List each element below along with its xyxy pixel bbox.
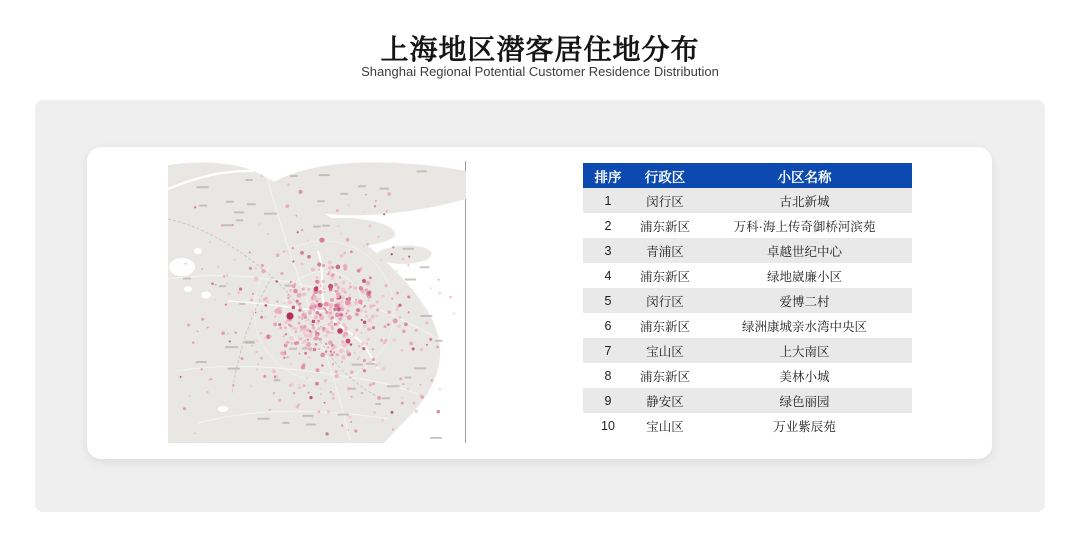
table-cell-rank: 10: [583, 413, 633, 438]
table-cell-district: 宝山区: [633, 338, 697, 363]
column-header: 行政区: [633, 163, 697, 188]
table-cell-rank: 2: [583, 213, 633, 238]
table-cell-name: 上大南区: [697, 338, 912, 363]
page-title: 上海地区潜客居住地分布: [380, 34, 700, 65]
map-container: [168, 161, 466, 443]
table-row: [583, 413, 912, 438]
table-cell-name: 古北新城: [697, 188, 912, 213]
column-header: 排序: [583, 163, 633, 188]
content-panel: [35, 100, 1045, 512]
table-cell-name: 万业紫辰苑: [697, 413, 912, 438]
table-cell-rank: 7: [583, 338, 633, 363]
content-card: [87, 147, 992, 459]
table-cell-district: 青浦区: [633, 238, 697, 263]
table-cell-district: 浦东新区: [633, 363, 697, 388]
table-cell-rank: 3: [583, 238, 633, 263]
table-cell-name: 美林小城: [697, 363, 912, 388]
table-container: [583, 163, 912, 438]
shanghai-map: [168, 161, 466, 443]
table-cell-district: 闵行区: [633, 188, 697, 213]
table-cell-rank: 5: [583, 288, 633, 313]
table-cell-name: 绿洲康城亲水湾中央区: [697, 313, 912, 338]
ranking-table: [583, 163, 912, 438]
table-cell-district: 浦东新区: [633, 313, 697, 338]
table-cell-name: 卓越世纪中心: [697, 238, 912, 263]
table-row: [583, 338, 912, 363]
table-cell-district: 静安区: [633, 388, 697, 413]
map-scale-mark: [430, 437, 442, 439]
table-row: [583, 238, 912, 263]
table-cell-rank: 6: [583, 313, 633, 338]
table-row: [583, 288, 912, 313]
table-cell-name: 绿色丽园: [697, 388, 912, 413]
map-land: [168, 162, 466, 443]
table-header-row: [583, 163, 912, 188]
table-row: [583, 213, 912, 238]
table-cell-name: 万科·海上传奇御桥河滨苑: [697, 213, 912, 238]
table-cell-district: 宝山区: [633, 413, 697, 438]
table-cell-district: 浦东新区: [633, 263, 697, 288]
table-cell-rank: 1: [583, 188, 633, 213]
table-cell-name: 绿地崴廉小区: [697, 263, 912, 288]
table-cell-district: 闵行区: [633, 288, 697, 313]
table-cell-rank: 4: [583, 263, 633, 288]
table-cell-rank: 9: [583, 388, 633, 413]
table-row: [583, 363, 912, 388]
table-cell-district: 浦东新区: [633, 213, 697, 238]
table-cell-rank: 8: [583, 363, 633, 388]
column-header: 小区名称: [697, 163, 912, 188]
table-cell-name: 爱博二村: [697, 288, 912, 313]
table-row: [583, 388, 912, 413]
table-row: [583, 263, 912, 288]
table-row: [583, 313, 912, 338]
page-subtitle: Shanghai Regional Potential Customer Residence Distribution: [361, 64, 719, 79]
table-row: [583, 188, 912, 213]
